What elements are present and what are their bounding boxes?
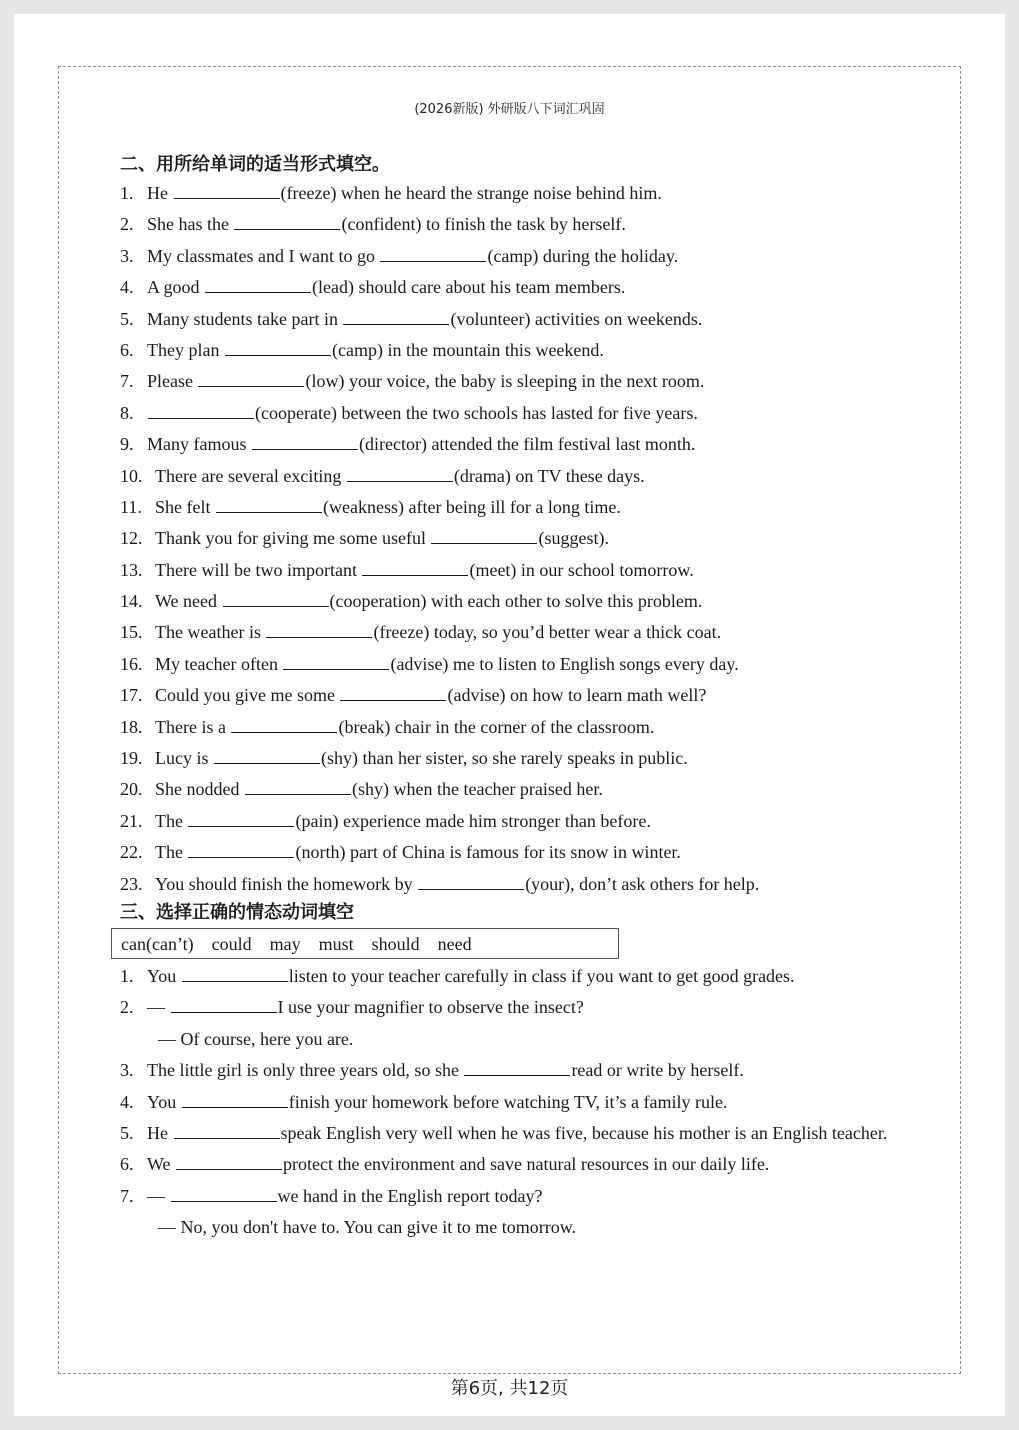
item-number: 5.: [120, 1122, 134, 1143]
item-number: 3.: [120, 1060, 134, 1081]
answer-blank[interactable]: [198, 384, 304, 387]
section-2-list: [120, 178, 920, 900]
item-number: 17.: [120, 685, 143, 706]
item-number: 8.: [120, 402, 134, 423]
answer-blank[interactable]: [362, 573, 468, 576]
exercise-item: [120, 961, 920, 992]
item-text-after: (confident) to finish the task by herself.: [341, 214, 626, 235]
answer-blank[interactable]: [380, 259, 486, 262]
item-text-before: Please: [147, 371, 198, 392]
answer-blank[interactable]: [182, 1105, 288, 1108]
item-text-after: (north) part of China is famous for its snow in winter.: [295, 842, 681, 863]
exercise-item: [120, 335, 920, 366]
word-bank-word: need: [437, 933, 472, 954]
item-text-before: He: [147, 183, 173, 203]
item-text-after: (lead) should care about his team members.: [312, 277, 626, 298]
item-text-before: She nodded: [155, 779, 244, 800]
item-text-after: (pain) experience made him stronger than before.: [295, 810, 651, 831]
item-number: 21.: [120, 810, 143, 831]
item-text-after: we hand in the English report today?: [277, 1185, 543, 1206]
item-text-after: (freeze) today, so you’d better wear a thick coat.: [373, 622, 722, 643]
exercise-item: [120, 837, 920, 868]
answer-blank[interactable]: [418, 887, 524, 890]
exercise-item: [120, 806, 920, 837]
exercise-item: [120, 398, 920, 429]
answer-blank[interactable]: [205, 290, 311, 293]
item-number: 4.: [120, 1091, 134, 1112]
exercise-item: [120, 366, 920, 397]
exercise-item: [120, 1118, 920, 1149]
exercise-item: [120, 774, 920, 805]
item-number: 22.: [120, 842, 143, 863]
item-text-before: We: [147, 1154, 176, 1175]
exercise-item: [120, 649, 920, 680]
item-text-before: —: [147, 1185, 170, 1206]
answer-blank[interactable]: [174, 196, 280, 199]
item-text-before: She has the: [147, 214, 234, 235]
page-header: (2026新版) 外研版八下词汇巩固: [414, 102, 605, 117]
answer-blank[interactable]: [174, 1136, 280, 1139]
answer-blank[interactable]: [188, 824, 294, 827]
exercise-item: [120, 178, 920, 209]
item-number: 6.: [120, 339, 134, 360]
item-number: 2.: [120, 214, 134, 235]
item-text-after: (weakness) after being ill for a long time.: [323, 496, 621, 517]
item-text-before: There are several exciting: [155, 465, 346, 486]
answer-blank[interactable]: [182, 979, 288, 982]
answer-blank[interactable]: [340, 698, 446, 701]
answer-blank[interactable]: [216, 510, 322, 513]
exercise-item: [120, 209, 920, 240]
exercise-item: [120, 461, 920, 492]
section-2-title: 二、用所给单词的适当形式填空。: [120, 154, 390, 175]
item-text-before: Many students take part in: [147, 308, 343, 329]
item-text-before: You should finish the homework by: [155, 873, 418, 894]
answer-blank[interactable]: [347, 479, 453, 482]
item-text-after: (drama) on TV these days.: [453, 465, 645, 486]
item-text-before: They plan: [147, 339, 224, 360]
item-text-before: He: [147, 1122, 173, 1143]
word-bank-word: may: [269, 933, 301, 954]
answer-blank[interactable]: [283, 667, 389, 670]
item-text-after: listen to your teacher carefully in class if you want to get good grades.: [288, 965, 795, 986]
item-number: 1.: [120, 183, 134, 203]
word-bank-word: must: [318, 933, 354, 954]
answer-blank[interactable]: [176, 1167, 282, 1170]
exercise-item: [120, 304, 920, 335]
answer-blank[interactable]: [214, 761, 320, 764]
item-text-after: (cooperate) between the two schools has lasted for five years.: [255, 402, 698, 423]
document-page: [14, 14, 1005, 1416]
item-text-after: (low) your voice, the baby is sleeping in the next room.: [305, 371, 705, 392]
item-text-before: —: [147, 997, 170, 1018]
item-number: 23.: [120, 873, 143, 894]
item-number: 14.: [120, 591, 143, 612]
item-number: 4.: [120, 277, 134, 298]
item-text-after: read or write by herself.: [571, 1060, 744, 1081]
item-text-after: (shy) when the teacher praised her.: [352, 779, 603, 800]
item-number: 9.: [120, 434, 134, 455]
item-text-after: protect the environment and save natural resources in our daily life.: [283, 1154, 770, 1175]
answer-blank[interactable]: [223, 604, 329, 607]
item-text-before: My classmates and I want to go: [147, 245, 380, 266]
answer-blank[interactable]: [234, 227, 340, 230]
item-number: 13.: [120, 559, 143, 580]
item-text-before: The: [155, 810, 188, 831]
item-text-after: (shy) than her sister, so she rarely speaks in public.: [321, 748, 688, 769]
item-number: 6.: [120, 1154, 134, 1175]
item-number: 15.: [120, 622, 143, 643]
item-text-after: (suggest).: [538, 528, 609, 549]
answer-blank[interactable]: [148, 416, 254, 419]
item-number: 3.: [120, 245, 134, 266]
exercise-item: [120, 492, 920, 523]
exercise-item: [120, 869, 920, 900]
exercise-item: [120, 680, 920, 711]
item-text-before: There is a: [155, 716, 231, 737]
item-text-after: (volunteer) activities on weekends.: [450, 308, 703, 329]
item-text-after: finish your homework before watching TV, it’s a family rule.: [288, 1091, 728, 1112]
answer-blank[interactable]: [171, 1199, 277, 1202]
item-text-before: The weather is: [155, 622, 266, 643]
word-bank-box: [111, 928, 619, 959]
item-number: 10.: [120, 465, 143, 486]
item-text-after: speak English very well when he was five, because his mother is an English teacher.: [280, 1122, 888, 1143]
exercise-item: [120, 743, 920, 774]
answer-blank[interactable]: [188, 855, 294, 858]
exercise-item: [120, 429, 920, 460]
item-text-before: Lucy is: [155, 748, 213, 769]
exercise-item: [120, 523, 920, 554]
item-text-before: The: [155, 842, 188, 863]
item-text-after: (advise) on how to learn math well?: [447, 685, 707, 706]
exercise-item: [120, 272, 920, 303]
item-text-before: Many famous: [147, 434, 251, 455]
item-text-after: (advise) me to listen to English songs every day.: [390, 653, 739, 674]
exercise-item: [120, 1055, 920, 1086]
item-text-before: Could you give me some: [155, 685, 340, 706]
worksheet-content: [120, 151, 920, 1244]
item-text-after: (freeze) when he heard the strange noise behind him.: [280, 183, 662, 203]
item-text-after: (your), don’t ask others for help.: [525, 873, 760, 894]
exercise-item: [120, 617, 920, 648]
answer-blank[interactable]: [231, 730, 337, 733]
item-text-after: I use your magnifier to observe the insect?: [277, 997, 584, 1018]
exercise-item: [120, 1149, 920, 1180]
item-text-after: (cooperation) with each other to solve this problem.: [329, 591, 703, 612]
exercise-item: [120, 555, 920, 586]
item-text-before: The little girl is only three years old, so she: [147, 1060, 464, 1081]
item-text-before: A good: [147, 277, 205, 298]
item-number: 11.: [120, 496, 142, 517]
item-text-before: You: [147, 1091, 181, 1112]
item-number: 19.: [120, 748, 143, 769]
exercise-item: [120, 241, 920, 272]
item-text-after: (camp) during the holiday.: [487, 245, 679, 266]
exercise-item: [120, 1087, 920, 1118]
exercise-item: [120, 1181, 920, 1212]
exercise-item: [120, 1212, 920, 1243]
item-text-before: Thank you for giving me some useful: [155, 528, 431, 549]
item-text-before: There will be two important: [155, 559, 362, 580]
section-3-list: [120, 961, 920, 1244]
item-number: 12.: [120, 528, 143, 549]
item-number: 2.: [120, 997, 134, 1018]
item-number: 20.: [120, 779, 143, 800]
exercise-item: [120, 712, 920, 743]
page-footer: 第6页, 共12页: [450, 1378, 569, 1399]
answer-blank[interactable]: [245, 792, 351, 795]
item-number: 1.: [120, 965, 134, 986]
answer-blank[interactable]: [171, 1010, 277, 1013]
item-number: 7.: [120, 371, 134, 392]
exercise-item: [120, 992, 920, 1023]
answer-blank[interactable]: [225, 353, 331, 356]
item-text-before: My teacher often: [155, 653, 283, 674]
item-text-after: (break) chair in the corner of the classroom.: [338, 716, 655, 737]
item-number: 5.: [120, 308, 134, 329]
item-text-before: You: [147, 965, 181, 986]
item-text-after: (director) attended the film festival last month.: [358, 434, 696, 455]
exercise-item: [120, 1024, 920, 1055]
exercise-item: [120, 586, 920, 617]
item-text-after: (camp) in the mountain this weekend.: [331, 339, 604, 360]
answer-line: — Of course, here you are.: [158, 1028, 354, 1049]
section-3-title: 三、选择正确的情态动词填空: [120, 901, 354, 923]
item-number: 18.: [120, 716, 143, 737]
answer-blank[interactable]: [431, 541, 537, 544]
answer-blank[interactable]: [266, 635, 372, 638]
answer-blank[interactable]: [252, 447, 358, 450]
word-bank-word: can(can’t): [121, 933, 194, 954]
item-text-before: She felt: [155, 496, 215, 517]
word-bank-word: could: [211, 933, 252, 954]
answer-blank[interactable]: [464, 1073, 570, 1076]
answer-line: — No, you don't have to. You can give it to me tomorrow.: [158, 1217, 577, 1238]
word-bank-word: should: [371, 933, 420, 954]
answer-blank[interactable]: [343, 322, 449, 325]
item-text-before: We need: [155, 591, 222, 612]
item-number: 7.: [120, 1185, 134, 1206]
item-number: 16.: [120, 653, 143, 674]
item-text-after: (meet) in our school tomorrow.: [469, 559, 694, 580]
